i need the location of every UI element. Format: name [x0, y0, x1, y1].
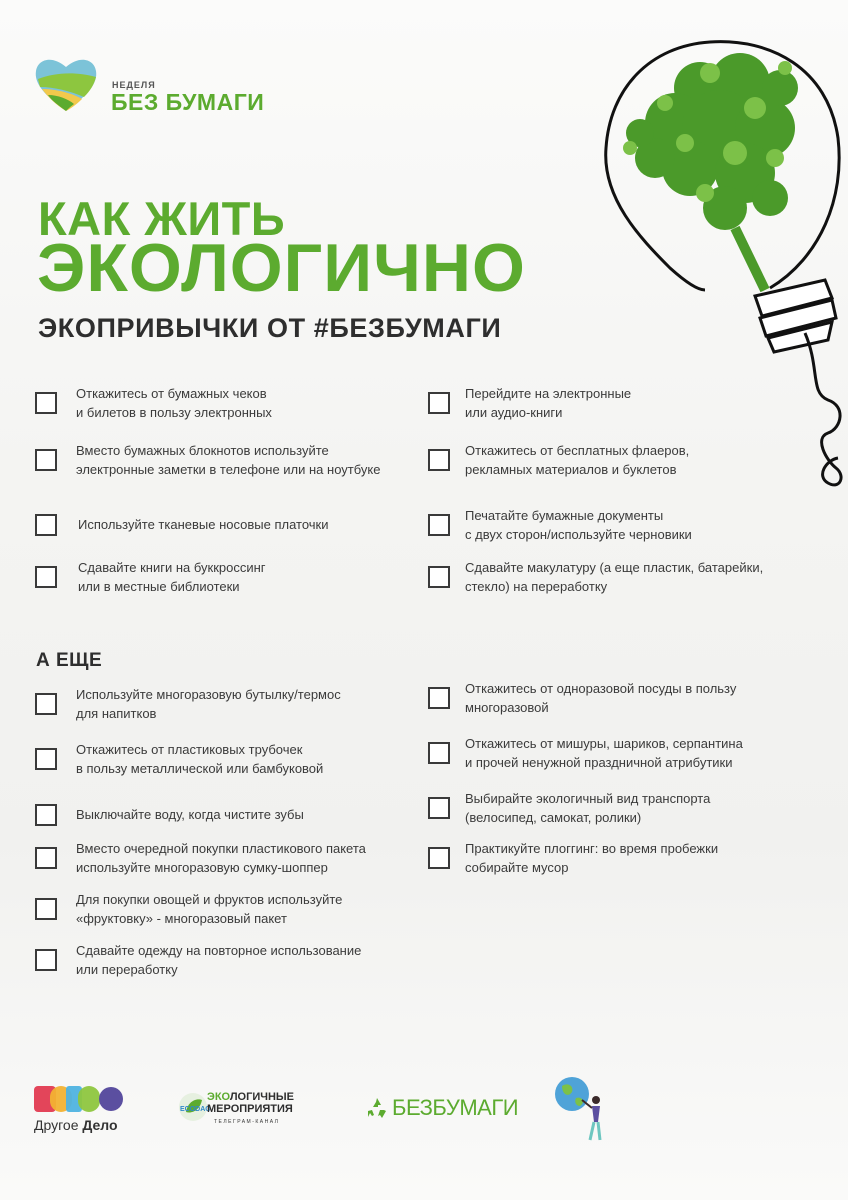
item-text: Вместо очередной покупки пластикового пакета используйте многоразовую сумку-шоппер	[76, 841, 366, 875]
item-text: Выключайте воду, когда чистите зубы	[76, 807, 304, 822]
item-text: Сдавайте макулатуру (а еще пластик, батарейки, стекло) на переработку	[465, 560, 764, 594]
title-line-1: КАК ЖИТЬ	[38, 192, 286, 245]
item-text: Выбирайте экологичный вид транспорта (велосипед, самокат, ролики)	[465, 791, 711, 825]
item-text: Печатайте бумажные документы с двух сторон/используйте черновики	[465, 508, 692, 542]
item-text: Сдавайте книги на буккроссинг или в местные библиотеки	[78, 560, 266, 594]
ecodao-label: ECODAO	[180, 1106, 211, 1113]
title-line-2: ЭКОЛОГИЧНО	[37, 230, 526, 306]
item-text: Используйте тканевые носовые платочки	[78, 517, 329, 532]
checkbox[interactable]	[428, 566, 450, 588]
item-text: Практикуйте плоггинг: во время пробежки собирайте мусор	[465, 841, 719, 875]
checkbox[interactable]	[35, 804, 57, 826]
drugoe-delo-label: Другое Дело	[34, 1117, 118, 1133]
checkbox[interactable]	[428, 449, 450, 471]
checkbox[interactable]	[428, 847, 450, 869]
checkbox[interactable]	[428, 514, 450, 536]
checkbox[interactable]	[35, 449, 57, 471]
checkbox[interactable]	[35, 392, 57, 414]
bez-bumagi-footer-logo: БЕЗБУМАГИ	[392, 1095, 519, 1120]
eco-events-logo-text: ЭКОЛОГИЧНЫЕ МЕРОПРИЯТИЯ	[207, 1091, 295, 1115]
drugoe-delo-logo-icon	[34, 1086, 124, 1112]
item-text: Сдавайте одежду на повторное использование или переработку	[76, 943, 362, 977]
checkbox[interactable]	[35, 898, 57, 920]
recycle-icon	[365, 1096, 389, 1120]
earth-girl-illustration	[552, 1072, 614, 1144]
item-text: Вместо бумажных блокнотов используйте электронные заметки в телефоне или на ноутбуке	[76, 443, 381, 477]
eco-events-subtext: ТЕЛЕГРАМ-КАНАЛ	[214, 1119, 280, 1125]
checkbox[interactable]	[35, 847, 57, 869]
checkbox[interactable]	[428, 797, 450, 819]
item-text: Используйте многоразовую бутылку/термос для напитков	[76, 687, 341, 721]
logo-big-text: БЕЗ БУМАГИ	[111, 89, 265, 115]
section-title-more: А ЕЩЕ	[36, 650, 103, 671]
logo-small-text: НЕДЕЛЯ	[112, 80, 156, 90]
checkbox[interactable]	[35, 949, 57, 971]
item-text: Откажитесь от бумажных чеков и билетов в пользу электронных	[76, 386, 272, 420]
subtitle: ЭКОПРИВЫЧКИ ОТ #БЕЗБУМАГИ	[38, 313, 502, 343]
item-text: Перейдите на электронные или аудио-книги	[465, 386, 632, 420]
checkbox[interactable]	[35, 748, 57, 770]
heart-logo-icon	[34, 55, 98, 113]
item-text: Откажитесь от мишуры, шариков, серпантина и прочей ненужной праздничной атрибутики	[465, 736, 743, 770]
checkbox[interactable]	[428, 742, 450, 764]
lightbulb-plant-illustration	[570, 28, 848, 508]
item-text: Откажитесь от одноразовой посуды в пользу многоразовой	[465, 681, 737, 715]
nedelya-bez-bumagi-logo	[34, 55, 274, 115]
checkbox[interactable]	[35, 693, 57, 715]
checkbox[interactable]	[428, 392, 450, 414]
checkbox[interactable]	[428, 687, 450, 709]
checkbox[interactable]	[35, 514, 57, 536]
item-text: Откажитесь от пластиковых трубочек в пользу металлической или бамбуковой	[76, 742, 324, 776]
item-text: Откажитесь от бесплатных флаеров, рекламных материалов и буклетов	[465, 443, 690, 477]
checkbox[interactable]	[35, 566, 57, 588]
item-text: Для покупки овощей и фруктов используйте «фруктовку» - многоразовый пакет	[76, 892, 343, 926]
